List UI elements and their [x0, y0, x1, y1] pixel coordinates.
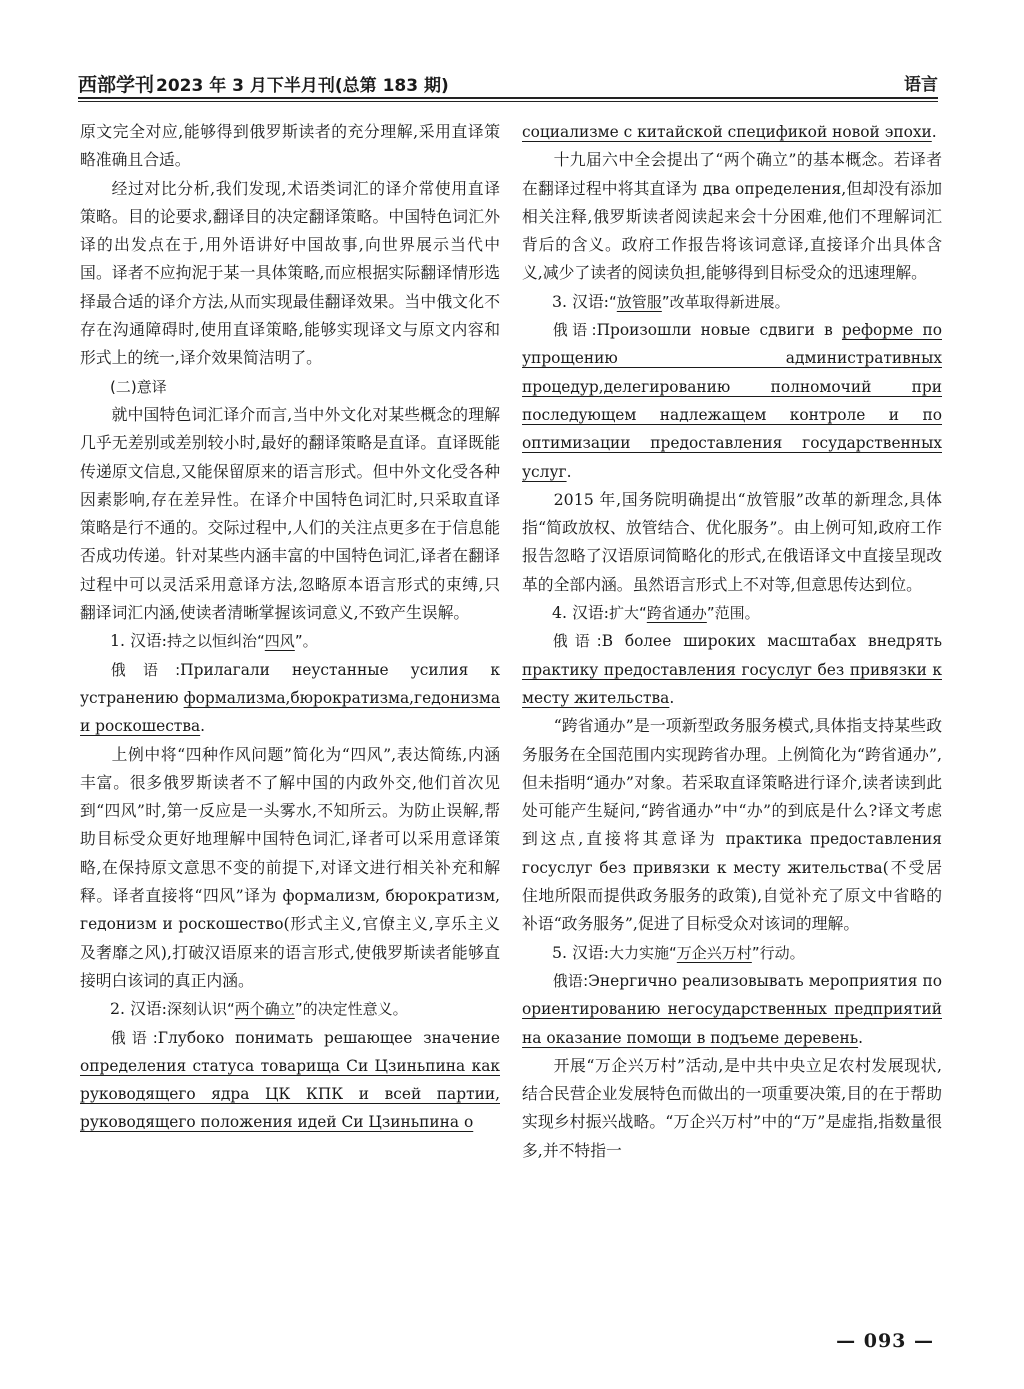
- example-zh: 5. 汉语:大力实施“万企兴万村”行动。: [552, 942, 805, 962]
- section-name: 语言: [904, 75, 938, 95]
- paragraph: “跨省通办”是一项新型政务服务模式,具体指支持某些政务服务在全国范围内实现跨省办理。上例简化为“跨省通办”,但未指明“通办”对象。若采取直译策略进行译介,读者读到此处可能产生疑问,“跨省通办”中“办”的到底是什么?译文考虑到这点,直接将其意译为 практика предоставления госуслуг без привязки к месту жительства(不受居住地所限而提供政务服务的政策),自觉补充了原文中省略的补语“政务服务”,促进了目标受众对该词的理解。: [522, 716, 942, 934]
- paragraph: 原文完全对应,能够得到俄罗斯读者的充分理解,采用直译策略准确且合适。: [80, 122, 500, 170]
- page-number: — 093 —: [836, 1330, 934, 1352]
- example-ru: 俄语:Энергично реализовывать мероприятия по ориентированию негосударственных предприятий на оказание помощи в подъеме деревень.: [522, 971, 943, 1047]
- header-rule-thick: [78, 97, 938, 99]
- example-zh: 4. 汉语:扩大“跨省通办”范围。: [552, 603, 760, 623]
- example-zh: 1. 汉语:持之以恒纠治“四风”。: [110, 631, 318, 651]
- example-ru: 俄语:Глубоко понимать решающее значение определения статуса товарища Си Цзиньпина как руководящего ядра ЦК КПК и всей партии, руководящего положения идей Си Цзиньпина о: [80, 1028, 500, 1132]
- journal-issue: [78, 70, 449, 97]
- paragraph: 开展“万企兴万村”活动,是中共中央立足农村发展现状,结合民营企业发展特色而做出的一项重要决策,目的在于帮助实现乡村振兴战略。“万企兴万村”中的“万”是虚指,指数量很多,并不特指一: [522, 1055, 942, 1160]
- paragraph: 十九届六中全会提出了“两个确立”的基本概念。若译者在翻译过程中将其直译为 два определения,但却没有添加相关注释,俄罗斯读者阅读起来会十分困难,他们不理解词汇背后的含义。政府工作报告将该词意译,直接译介出具体含义,减少了读者的阅读负担,能够得到目标受众的迅速理解。: [522, 150, 942, 283]
- paragraph: 就中国特色词汇译介而言,当中外文化对某些概念的理解几乎无差别或差别较小时,最好的翻译策略是直译。直译既能传递原文信息,又能保留原来的语言形式。但中外文化受各种因素影响,存在差异性。在译介中国特色词汇时,只采取直译策略是行不通的。交际过程中,人们的关注点更多在于信息能否成功传递。针对某些内涵丰富的中国特色词汇,译者在翻译过程中可以灵活采用意译方法,忽略原本语言形式的束缚,只翻译词汇内涵,使读者清晰掌握该词意义,不致产生误解。: [80, 404, 500, 623]
- issue-info: 2023 年 3 月下半月刊(总第 183 期): [156, 76, 449, 96]
- example-ru-continued: социализме с китайской спецификой новой эпохи.: [522, 123, 937, 141]
- example-ru: 俄语:Произошли новые сдвиги в реформе по упрощению административных процедур,делегированию полномочий при последующем надлежащем контроле и по оптимизации предоставления государственных услуг.: [522, 321, 942, 481]
- example-ru: 俄语:В более широких масштабах внедрять практику предоставления госуслуг без привязки к месту жительства.: [522, 632, 942, 707]
- running-header: [78, 70, 938, 100]
- right-column: [522, 118, 942, 1165]
- section-heading: (二)意译: [110, 377, 167, 396]
- example-zh: 3. 汉语:“放管服”改革取得新进展。: [552, 291, 790, 311]
- left-column: [80, 118, 500, 1137]
- example-ru: 俄语:Прилагали неустанные усилия к устранению формализма,бюрократизма,гедонизма и роскошества.: [80, 660, 500, 736]
- header-rule-thin: [78, 101, 938, 102]
- paragraph: 经过对比分析,我们发现,术语类词汇的译介常使用直译策略。目的论要求,翻译目的决定翻译策略。中国特色词汇外译的出发点在于,用外语讲好中国故事,向世界展示当代中国。译者不应拘泥于某一具体策略,而应根据实际翻译情形选择最合适的译介方法,从而实现最佳翻译效果。当中俄文化不存在沟通障碍时,使用直译策略,能够实现译文与原文内容和形式上的统一,译介效果简洁明了。: [80, 178, 500, 368]
- example-zh: 2. 汉语:深刻认识“两个确立”的决定性意义。: [110, 999, 408, 1019]
- journal-logo: 西部学刊: [78, 74, 155, 96]
- paragraph: 上例中将“四种作风问题”简化为“四风”,表达简练,内涵丰富。很多俄罗斯读者不了解中国的内政外交,他们首次见到“四风”时,第一反应是一头雾水,不知所云。为防止误解,帮助目标受众更好地理解中国特色词汇,译者可以采用意译策略,在保持原文意思不变的前提下,对译文进行相关补充和解释。译者直接将“四风”译为 формализм, бюрократизм, гедонизм и роскошество(形式主义,官僚主义,享乐主义及奢靡之风),打破汉语原来的语言形式,使俄罗斯读者能够直接明白该词的真正内涵。: [80, 744, 500, 990]
- paragraph: 2015 年,国务院明确提出“放管服”改革的新理念,具体指“简政放权、放管结合、优化服务”。由上例可知,政府工作报告忽略了汉语原词简略化的形式,在俄语译文中直接呈现改革的全部内涵。虽然语言形式上不对等,但意思传达到位。: [522, 489, 942, 594]
